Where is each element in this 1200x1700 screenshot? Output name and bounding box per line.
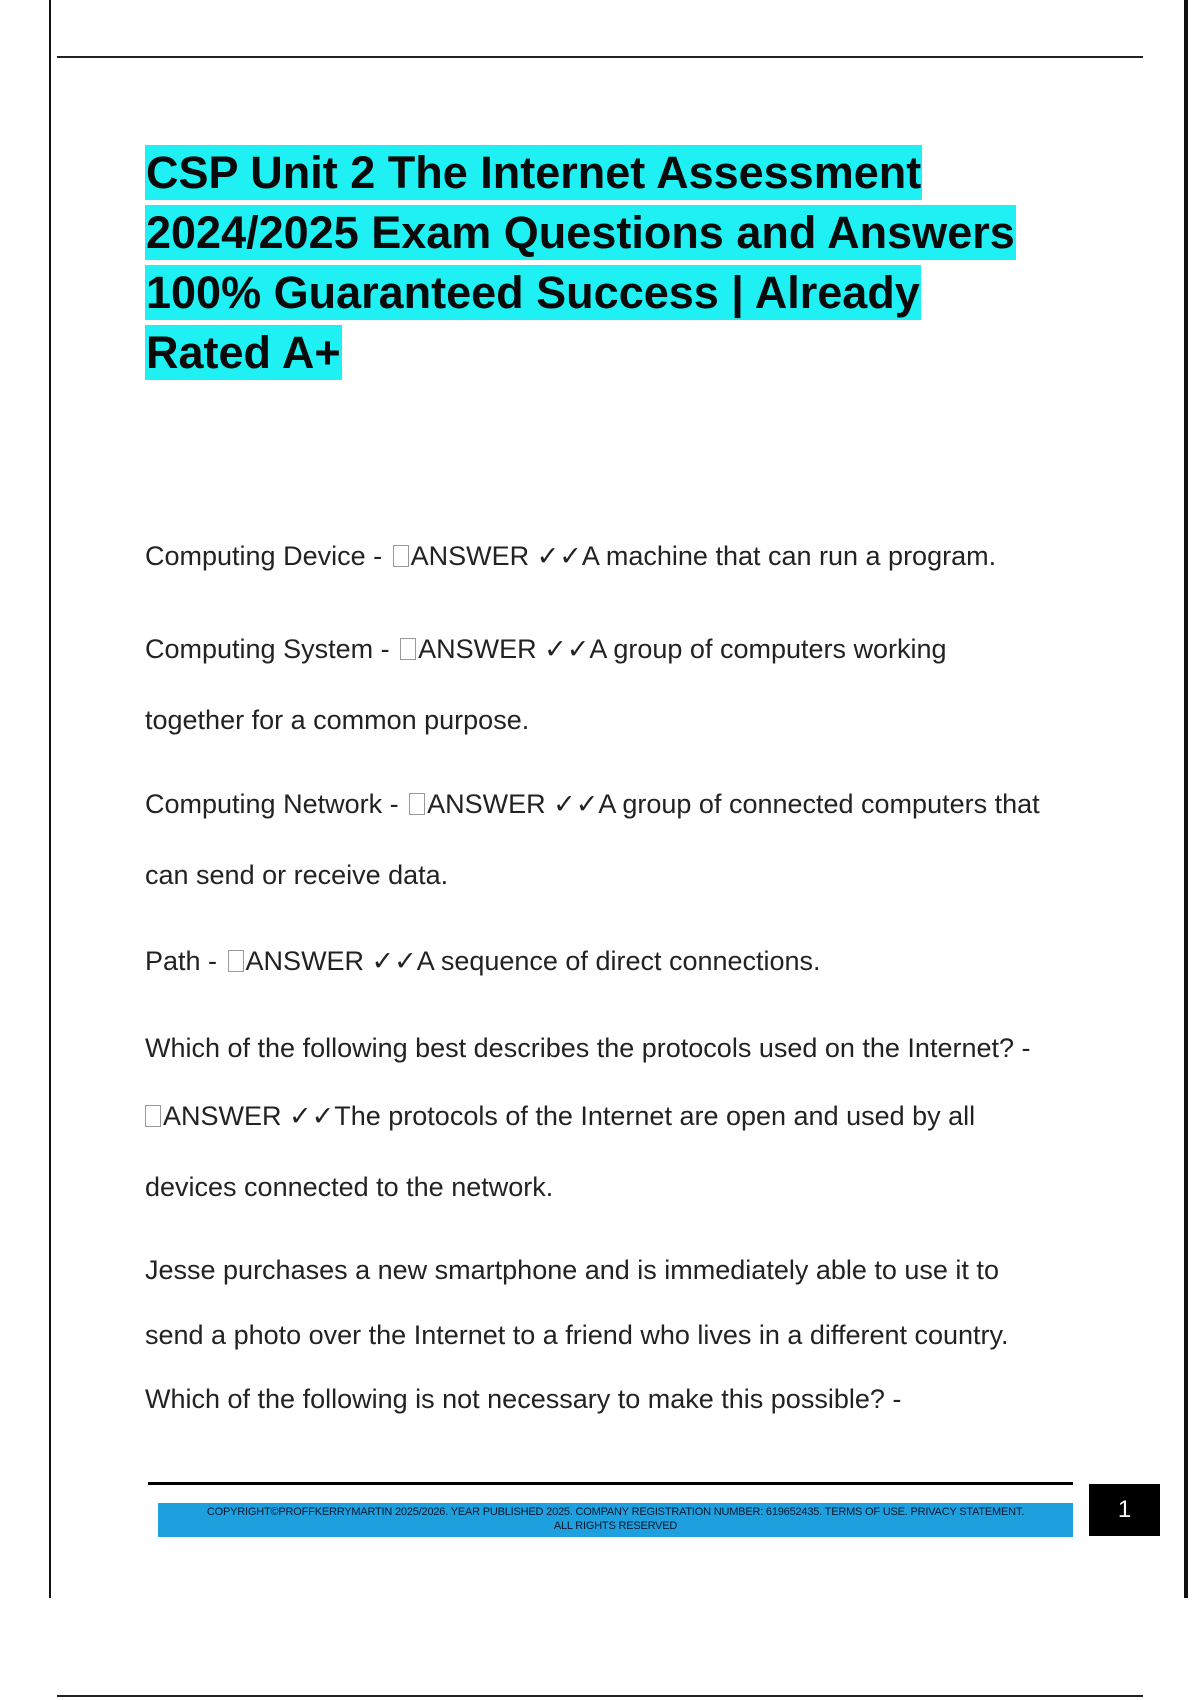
empty-box-icon (228, 950, 244, 972)
page-number: 1 (1089, 1484, 1160, 1536)
footer-rule (148, 1482, 1073, 1485)
qa-question: Which of the following is not necessary to make this possible? - (145, 1384, 902, 1414)
header-rule (57, 56, 1143, 58)
empty-box-icon (409, 793, 425, 815)
empty-box-icon (393, 545, 409, 567)
title-line: CSP Unit 2 The Internet Assessment (146, 147, 922, 198)
empty-box-icon (400, 638, 416, 660)
empty-box-icon (145, 1105, 161, 1127)
title-line: Rated A+ (146, 327, 341, 378)
qa-continuation: devices connected to the network. (145, 1172, 554, 1202)
copyright-text: COPYRIGHT©PROFFKERRYMARTIN 2025/2026. YEAR PUBLISHED 2025. COMPANY REGISTRATION NUMBER: 619652435. TERMS OF USE. PRIVACY STATEMENT. (206, 1506, 1025, 1518)
page-border-left (49, 0, 51, 1598)
qa-answer: ANSWER ✓✓The protocols of the Internet are open and used by all (145, 1101, 975, 1132)
qa-item: Computing Network - ANSWER ✓✓A group of connected computers that (145, 789, 1040, 819)
qa-question: Which of the following best describes the protocols used on the Internet? - (145, 1033, 1031, 1063)
copyright-footer (158, 1503, 1073, 1537)
title-line: 2024/2025 Exam Questions and Answers (146, 207, 1015, 258)
next-page-rule (57, 1695, 1143, 1697)
qa-item: Computing System - ANSWER ✓✓A group of computers working (145, 634, 947, 664)
qa-item: Computing Device - ANSWER ✓✓A machine that can run a program. (145, 541, 997, 571)
qa-item: Path - ANSWER ✓✓A sequence of direct connections. (145, 946, 821, 976)
page-border-right (1184, 0, 1188, 1598)
qa-continuation: can send or receive data. (145, 860, 449, 890)
qa-question: Jesse purchases a new smartphone and is immediately able to use it to (145, 1255, 999, 1285)
title-line: 100% Guaranteed Success | Already (146, 267, 920, 318)
qa-continuation: together for a common purpose. (145, 705, 530, 735)
document-title (145, 143, 1095, 383)
qa-question: send a photo over the Internet to a friend who lives in a different country. (145, 1320, 1009, 1350)
copyright-text-line2: ALL RIGHTS RESERVED (553, 1520, 678, 1532)
